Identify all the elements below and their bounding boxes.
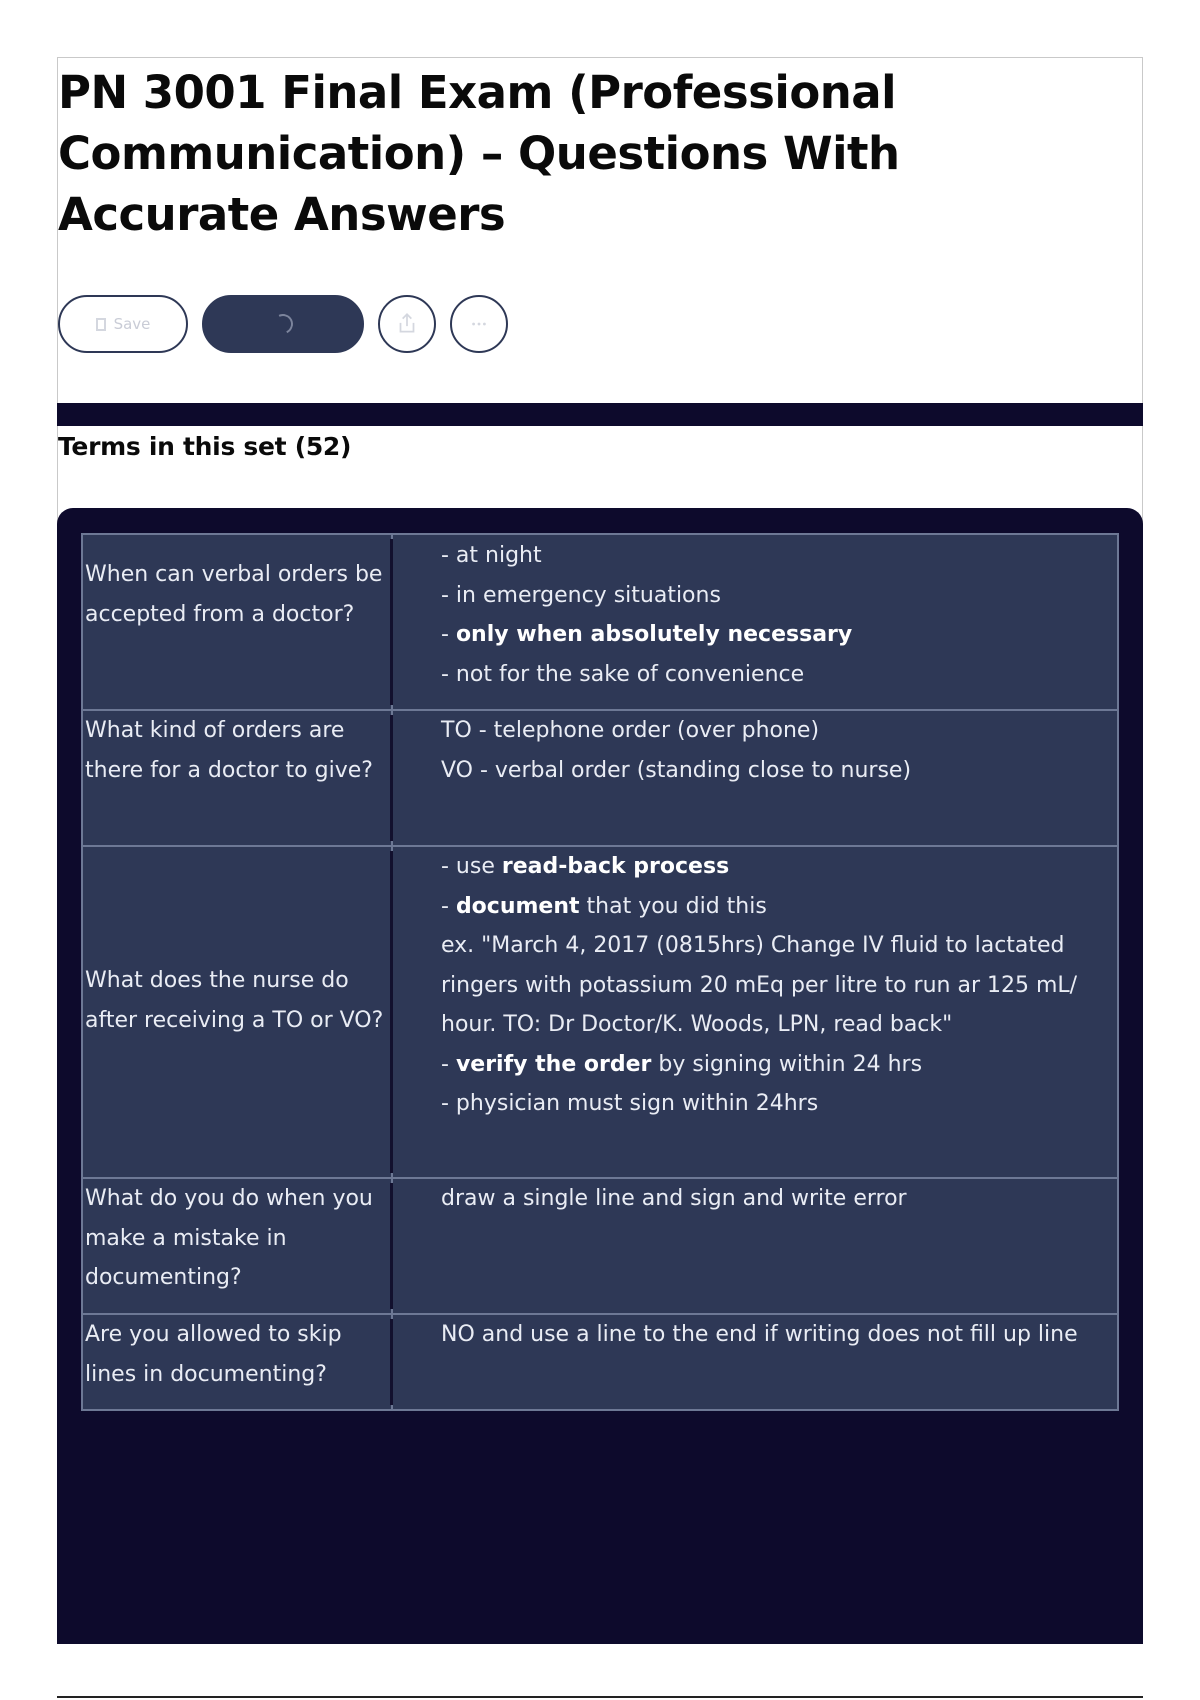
definition-emphasis: verify the order (455, 1051, 652, 1077)
terms-table (81, 533, 1119, 1411)
save-button[interactable] (58, 295, 188, 353)
definition-line (441, 1084, 1097, 1124)
definition-text: - not for the sake of convenience (441, 661, 805, 687)
definition-text: TO - telephone order (over phone) (441, 718, 820, 743)
term-definition (392, 1314, 1118, 1410)
term-definition (392, 1178, 1118, 1314)
definition-line (441, 847, 1097, 887)
definition-text: - (441, 893, 456, 919)
loading-spinner-icon (270, 311, 296, 337)
definition-emphasis: read-back process (501, 854, 730, 879)
definition-text: - at night (441, 543, 542, 568)
definition-line (441, 711, 1097, 751)
term-question: What kind of orders are there for a doctor to give? (82, 710, 392, 846)
term-question: What do you do when you make a mistake in documenting? (82, 1178, 392, 1314)
more-icon (466, 311, 492, 337)
definition-line (441, 751, 1097, 791)
definition-text: - in emergency situations (441, 582, 721, 608)
definition-line (441, 1045, 1097, 1085)
definition-line (441, 887, 1097, 927)
term-definition (392, 846, 1118, 1178)
save-button-label: Save (113, 315, 151, 333)
definition-text: that you did this (579, 893, 767, 919)
definition-line (441, 536, 1097, 576)
definition-line (441, 926, 1097, 1045)
definition-text: VO - verbal order (standing close to nurse) (441, 757, 912, 783)
term-row[interactable] (82, 534, 1118, 710)
definition-text: - (441, 622, 456, 647)
definition-line (441, 655, 1097, 695)
term-row[interactable] (82, 1314, 1118, 1410)
definition-emphasis: document (455, 893, 580, 919)
study-button[interactable] (202, 295, 364, 353)
definition-text: ex. "March 4, 2017 (0815hrs) Change IV fluid to lactated ringers with potassium 20 mEq per litre to run ar 125 mL/ hour. TO: Dr Doctor/K. Woods, LPN, read back" (441, 933, 1078, 1037)
definition-line (441, 576, 1097, 616)
terms-count-heading: Terms in this set (52) (58, 432, 352, 461)
page-title: PN 3001 Final Exam (Professional Communication) – Questions With Accurate Answers (58, 66, 900, 241)
definition-text: NO and use a line to the end if writing does not fill up line (441, 1322, 1078, 1347)
bookmark-icon (96, 318, 106, 331)
definition-line (441, 1315, 1097, 1355)
definition-text: by signing within 24 hrs (651, 1051, 923, 1077)
definition-line (441, 1179, 1097, 1219)
term-row[interactable] (82, 1178, 1118, 1314)
definition-line (441, 615, 1097, 655)
definition-text: - (441, 1051, 456, 1077)
share-icon (394, 311, 420, 337)
term-question: What does the nurse do after receiving a TO or VO? (82, 846, 392, 1178)
definition-text: draw a single line and sign and write error (441, 1186, 907, 1211)
definition-text: - physician must sign within 24hrs (441, 1091, 819, 1116)
bottom-rule (57, 1696, 1143, 1698)
term-question: When can verbal orders be accepted from a doctor? (82, 534, 392, 710)
more-options-button[interactable] (450, 295, 508, 353)
share-button[interactable] (378, 295, 436, 353)
section-divider (57, 403, 1143, 426)
definition-text: - use (441, 854, 502, 879)
term-definition (392, 710, 1118, 846)
term-definition (392, 534, 1118, 710)
term-row[interactable] (82, 710, 1118, 846)
term-row[interactable] (82, 846, 1118, 1178)
term-question: Are you allowed to skip lines in documenting? (82, 1314, 392, 1410)
definition-emphasis: only when absolutely necessary (455, 622, 853, 647)
